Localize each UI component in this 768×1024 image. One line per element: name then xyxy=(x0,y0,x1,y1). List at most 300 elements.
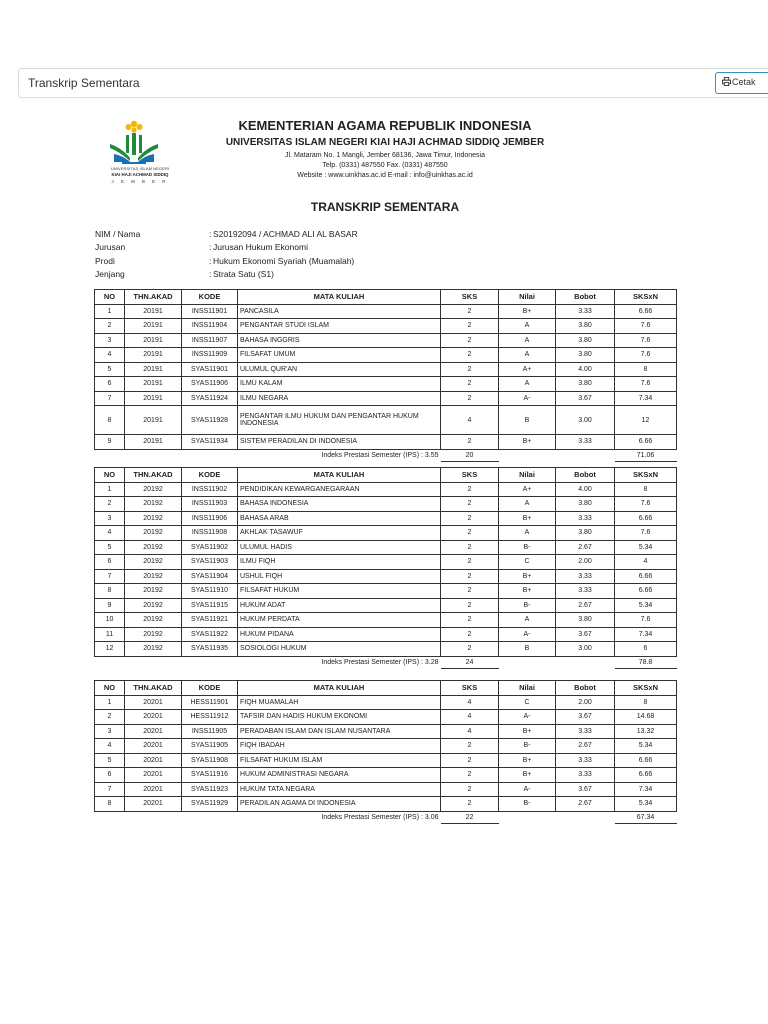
table-cell: 2 xyxy=(441,482,499,497)
student-info-row xyxy=(95,254,358,268)
table-cell: 20201 xyxy=(125,753,182,768)
table-cell: A- xyxy=(499,710,556,725)
table-cell: 2 xyxy=(441,569,499,584)
ips-summary-row xyxy=(95,656,677,668)
table-cell: 2 xyxy=(441,526,499,541)
total-sksn: 78.8 xyxy=(615,656,677,668)
table-cell: BAHASA INDONESIA xyxy=(238,497,441,512)
table-cell: INSS11906 xyxy=(182,511,238,526)
table-cell: 7 xyxy=(95,569,125,584)
student-info-value: Strata Satu (S1) xyxy=(213,269,274,280)
table-cell: B- xyxy=(499,598,556,613)
table-cell: HESS11912 xyxy=(182,710,238,725)
table-cell: SYAS11923 xyxy=(182,782,238,797)
table-cell: 2 xyxy=(441,333,499,348)
table-cell: A xyxy=(499,377,556,392)
table-cell: 3.00 xyxy=(556,642,615,657)
table-cell: 3.67 xyxy=(556,782,615,797)
column-header: Bobot xyxy=(556,681,615,696)
table-cell: 3.80 xyxy=(556,377,615,392)
table-row xyxy=(95,362,677,377)
panel-title: Transkrip Sementara xyxy=(28,76,140,90)
column-header: KODE xyxy=(182,468,238,483)
student-info xyxy=(95,227,358,281)
table-header-row xyxy=(95,290,677,305)
table-cell: 6.66 xyxy=(615,511,677,526)
table-cell: 8 xyxy=(615,482,677,497)
table-cell: 3.33 xyxy=(556,569,615,584)
student-info-label: Prodi xyxy=(95,255,115,266)
table-cell: 1 xyxy=(95,482,125,497)
table-cell: C xyxy=(499,695,556,710)
table-cell: 20201 xyxy=(125,782,182,797)
table-cell: 3.80 xyxy=(556,333,615,348)
table-cell: INSS11904 xyxy=(182,319,238,334)
table-cell: C xyxy=(499,555,556,570)
table-cell: B- xyxy=(499,739,556,754)
table-cell: HUKUM PERDATA xyxy=(238,613,441,628)
student-info-label: NIM / Nama xyxy=(95,228,141,239)
table-cell: 20192 xyxy=(125,497,182,512)
table-cell: 20201 xyxy=(125,724,182,739)
table-cell: INSS11903 xyxy=(182,497,238,512)
table-cell: 4 xyxy=(441,695,499,710)
printer-icon xyxy=(722,77,731,86)
table-cell: 20201 xyxy=(125,695,182,710)
table-cell: 20192 xyxy=(125,613,182,628)
table-cell: ILMU NEGARA xyxy=(238,391,441,406)
table-row xyxy=(95,695,677,710)
table-cell: 6.66 xyxy=(615,753,677,768)
table-cell: HESS11901 xyxy=(182,695,238,710)
logo-text-line2: KIAI HAJI ACHMAD SIDDIQ xyxy=(111,172,169,177)
table-cell: 2 xyxy=(441,642,499,657)
student-info-row xyxy=(95,227,358,241)
table-cell: 2 xyxy=(441,540,499,555)
table-cell: HUKUM TATA NEGARA xyxy=(238,782,441,797)
table-cell: 6 xyxy=(95,377,125,392)
table-cell: USHUL FIQH xyxy=(238,569,441,584)
table-cell: 3.33 xyxy=(556,768,615,783)
table-cell: 6.66 xyxy=(615,304,677,319)
table-row xyxy=(95,540,677,555)
table-cell: 8 xyxy=(95,406,125,435)
table-cell: B+ xyxy=(499,753,556,768)
table-cell: 10 xyxy=(95,613,125,628)
table-cell: 5 xyxy=(95,540,125,555)
table-cell: 6 xyxy=(615,642,677,657)
column-header: SKS xyxy=(441,681,499,696)
table-cell: A xyxy=(499,613,556,628)
table-cell: 20192 xyxy=(125,482,182,497)
ips-summary-row xyxy=(95,449,677,461)
table-row xyxy=(95,598,677,613)
table-cell: FILSAFAT UMUM xyxy=(238,348,441,363)
table-cell: SYAS11929 xyxy=(182,797,238,812)
table-cell: 20192 xyxy=(125,569,182,584)
table-cell: 5.34 xyxy=(615,598,677,613)
table-cell: PERADILAN AGAMA DI INDONESIA xyxy=(238,797,441,812)
table-cell: HUKUM ADMINISTRASI NEGARA xyxy=(238,768,441,783)
table-cell: 3.33 xyxy=(556,435,615,450)
logo-text-line1: UNIVERSITAS ISLAM NEGERI xyxy=(110,166,170,171)
table-cell: B+ xyxy=(499,569,556,584)
table-cell: 2 xyxy=(441,377,499,392)
table-cell: 2.67 xyxy=(556,598,615,613)
table-cell: 8 xyxy=(95,584,125,599)
column-header: Nilai xyxy=(499,468,556,483)
table-cell: 2.67 xyxy=(556,797,615,812)
table-cell: 14.68 xyxy=(615,710,677,725)
table-cell: FILSAFAT HUKUM ISLAM xyxy=(238,753,441,768)
table-cell: 2 xyxy=(95,319,125,334)
table-cell: A- xyxy=(499,627,556,642)
total-sks: 22 xyxy=(441,811,499,823)
table-cell: 20191 xyxy=(125,348,182,363)
column-header: SKSxN xyxy=(615,468,677,483)
table-cell: 2 xyxy=(441,739,499,754)
column-header: Bobot xyxy=(556,290,615,305)
table-cell: 2 xyxy=(95,710,125,725)
print-button-label: Cetak xyxy=(732,77,756,87)
column-header: Bobot xyxy=(556,468,615,483)
table-cell: SYAS11916 xyxy=(182,768,238,783)
table-cell: FIQH MUAMALAH xyxy=(238,695,441,710)
table-cell: 2 xyxy=(441,768,499,783)
table-row xyxy=(95,377,677,392)
table-cell: PENDIDIKAN KEWARGANEGARAAN xyxy=(238,482,441,497)
table-cell: 3.80 xyxy=(556,497,615,512)
table-cell: 3.67 xyxy=(556,710,615,725)
table-cell: 4 xyxy=(95,739,125,754)
table-cell: INSS11901 xyxy=(182,304,238,319)
column-header: NO xyxy=(95,290,125,305)
table-cell: 2.67 xyxy=(556,540,615,555)
column-header: Nilai xyxy=(499,681,556,696)
table-cell: 5 xyxy=(95,362,125,377)
student-info-value: S20192094 / ACHMAD ALI AL BASAR xyxy=(213,228,358,239)
university-address: Jl. Mataram No. 1 Mangli, Jember 68136, Jawa Timur, Indonesia xyxy=(285,152,485,159)
student-info-label: Jenjang xyxy=(95,269,125,280)
column-header: MATA KULIAH xyxy=(238,468,441,483)
table-cell: SYAS11934 xyxy=(182,435,238,450)
table-cell: B xyxy=(499,406,556,435)
total-sks: 24 xyxy=(441,656,499,668)
student-info-row xyxy=(95,241,358,255)
table-cell: 2 xyxy=(441,598,499,613)
table-row xyxy=(95,768,677,783)
semester-table xyxy=(94,289,677,462)
table-cell: HUKUM PIDANA xyxy=(238,627,441,642)
table-row xyxy=(95,555,677,570)
table-cell: SYAS11902 xyxy=(182,540,238,555)
table-row xyxy=(95,348,677,363)
table-cell: 2 xyxy=(441,362,499,377)
panel-header xyxy=(18,68,768,98)
table-cell: 7.6 xyxy=(615,526,677,541)
table-cell: 5 xyxy=(95,753,125,768)
table-cell: 20192 xyxy=(125,598,182,613)
table-cell: 4 xyxy=(95,348,125,363)
table-cell: A+ xyxy=(499,482,556,497)
column-header: SKSxN xyxy=(615,681,677,696)
table-cell: 20201 xyxy=(125,710,182,725)
table-cell: SYAS11924 xyxy=(182,391,238,406)
table-row xyxy=(95,511,677,526)
table-cell: A xyxy=(499,526,556,541)
table-cell: 2 xyxy=(441,319,499,334)
table-cell: 2 xyxy=(441,797,499,812)
university-phone: Telp. (0331) 487550 Fax. (0331) 487550 xyxy=(322,162,448,169)
table-cell: BAHASA ARAB xyxy=(238,511,441,526)
table-cell: 5.34 xyxy=(615,797,677,812)
table-cell: TAFSIR DAN HADIS HUKUM EKONOMI xyxy=(238,710,441,725)
total-sksn: 67.34 xyxy=(615,811,677,823)
table-cell: 4.00 xyxy=(556,482,615,497)
column-header: NO xyxy=(95,468,125,483)
table-cell: 2 xyxy=(441,435,499,450)
table-cell: 3.80 xyxy=(556,526,615,541)
table-cell: 20192 xyxy=(125,584,182,599)
table-cell: PENGANTAR STUDI ISLAM xyxy=(238,319,441,334)
university-logo xyxy=(100,118,180,190)
table-cell: 3 xyxy=(95,511,125,526)
table-cell: 13.32 xyxy=(615,724,677,739)
student-info-separator: : xyxy=(209,228,212,239)
table-cell: B+ xyxy=(499,768,556,783)
table-cell: PERADABAN ISLAM DAN ISLAM NUSANTARA xyxy=(238,724,441,739)
table-cell: 9 xyxy=(95,435,125,450)
university-name: UNIVERSITAS ISLAM NEGERI KIAI HAJI ACHMAD SIDDIQ JEMBER xyxy=(225,137,545,148)
table-row xyxy=(95,710,677,725)
table-cell: 20191 xyxy=(125,406,182,435)
table-cell: 7.6 xyxy=(615,497,677,512)
table-cell: 6 xyxy=(95,768,125,783)
table-cell: 7 xyxy=(95,391,125,406)
column-header: SKS xyxy=(441,468,499,483)
table-cell: 4 xyxy=(615,555,677,570)
table-cell: 2.00 xyxy=(556,695,615,710)
total-sksn: 71.06 xyxy=(615,449,677,461)
student-info-separator: : xyxy=(209,242,212,253)
table-cell: 3.80 xyxy=(556,348,615,363)
table-cell: SYAS11901 xyxy=(182,362,238,377)
table-row xyxy=(95,569,677,584)
logo-text-line3: J E M B E R xyxy=(111,179,169,184)
table-cell: 3.80 xyxy=(556,613,615,628)
table-cell: B+ xyxy=(499,435,556,450)
table-cell: 3 xyxy=(95,724,125,739)
semester-table xyxy=(94,680,677,824)
column-header: MATA KULIAH xyxy=(238,681,441,696)
table-cell: A xyxy=(499,333,556,348)
university-website: Website : www.uinkhas.ac.id E-mail : info@uinkhas.ac.id xyxy=(297,172,473,179)
table-cell: 1 xyxy=(95,304,125,319)
table-cell: 20192 xyxy=(125,526,182,541)
table-cell: 6.66 xyxy=(615,569,677,584)
table-row xyxy=(95,797,677,812)
table-cell: 2 xyxy=(441,497,499,512)
table-cell: FILSAFAT HUKUM xyxy=(238,584,441,599)
table-cell: 20201 xyxy=(125,797,182,812)
table-cell: 20191 xyxy=(125,377,182,392)
semester-table xyxy=(94,467,677,669)
table-cell: 20191 xyxy=(125,319,182,334)
table-cell: 2 xyxy=(441,627,499,642)
table-cell: 3.33 xyxy=(556,753,615,768)
table-cell: 11 xyxy=(95,627,125,642)
table-cell: 20191 xyxy=(125,362,182,377)
table-cell: INSS11909 xyxy=(182,348,238,363)
table-row xyxy=(95,497,677,512)
table-row xyxy=(95,642,677,657)
table-cell: 3.33 xyxy=(556,511,615,526)
table-cell: 12 xyxy=(615,406,677,435)
table-cell: A xyxy=(499,319,556,334)
table-cell: SYAS11928 xyxy=(182,406,238,435)
table-row xyxy=(95,584,677,599)
column-header: THN.AKAD xyxy=(125,681,182,696)
table-cell: SOSIOLOGI HUKUM xyxy=(238,642,441,657)
table-cell: ULUMUL HADIS xyxy=(238,540,441,555)
student-info-value: Jurusan Hukum Ekonomi xyxy=(213,242,308,253)
ips-label: Indeks Prestasi Semester (IPS) : 3.06 xyxy=(321,813,439,821)
table-cell: 7.6 xyxy=(615,377,677,392)
table-cell: SYAS11921 xyxy=(182,613,238,628)
table-cell: SYAS11903 xyxy=(182,555,238,570)
table-cell: SYAS11905 xyxy=(182,739,238,754)
ips-spacer xyxy=(499,449,615,461)
column-header: THN.AKAD xyxy=(125,468,182,483)
table-cell: 3.00 xyxy=(556,406,615,435)
table-cell: 5.34 xyxy=(615,540,677,555)
table-cell: A+ xyxy=(499,362,556,377)
table-row xyxy=(95,782,677,797)
table-cell: 20192 xyxy=(125,540,182,555)
table-row xyxy=(95,319,677,334)
table-cell: 2.00 xyxy=(556,555,615,570)
table-row xyxy=(95,627,677,642)
table-cell: 2 xyxy=(441,584,499,599)
table-row xyxy=(95,724,677,739)
table-cell: 2.67 xyxy=(556,739,615,754)
table-cell: 3.33 xyxy=(556,584,615,599)
table-cell: 20191 xyxy=(125,304,182,319)
table-cell: ILMU KALAM xyxy=(238,377,441,392)
table-cell: INSS11902 xyxy=(182,482,238,497)
table-cell: B- xyxy=(499,797,556,812)
table-cell: B+ xyxy=(499,304,556,319)
table-cell: 7.34 xyxy=(615,782,677,797)
table-cell: SYAS11908 xyxy=(182,753,238,768)
university-logo-emblem xyxy=(100,118,180,166)
table-cell: 3.80 xyxy=(556,319,615,334)
table-cell: 20191 xyxy=(125,435,182,450)
table-cell: 2 xyxy=(441,753,499,768)
table-cell: INSS11905 xyxy=(182,724,238,739)
student-info-row xyxy=(95,268,358,282)
table-cell: A- xyxy=(499,782,556,797)
table-cell: SYAS11910 xyxy=(182,584,238,599)
student-info-separator: : xyxy=(209,269,212,280)
table-cell: 7.34 xyxy=(615,627,677,642)
table-cell: 20192 xyxy=(125,627,182,642)
table-row xyxy=(95,406,677,435)
table-cell: 3.33 xyxy=(556,724,615,739)
table-cell: FIQH IBADAH xyxy=(238,739,441,754)
table-row xyxy=(95,333,677,348)
column-header: SKS xyxy=(441,290,499,305)
table-header-row xyxy=(95,681,677,696)
table-cell: A xyxy=(499,497,556,512)
total-sks: 20 xyxy=(441,449,499,461)
table-cell: 4 xyxy=(441,710,499,725)
print-button[interactable] xyxy=(715,72,768,94)
table-cell: B+ xyxy=(499,511,556,526)
table-cell: 2 xyxy=(441,555,499,570)
table-cell: 8 xyxy=(615,695,677,710)
table-cell: 2 xyxy=(441,348,499,363)
ministry-name: KEMENTERIAN AGAMA REPUBLIK INDONESIA xyxy=(238,118,532,133)
ips-label: Indeks Prestasi Semester (IPS) : 3.28 xyxy=(321,658,439,666)
document-title: TRANSKRIP SEMENTARA xyxy=(310,200,460,214)
table-cell: 2 xyxy=(441,391,499,406)
table-row xyxy=(95,435,677,450)
table-cell: 6.66 xyxy=(615,435,677,450)
table-cell: 3.67 xyxy=(556,627,615,642)
table-cell: 4.00 xyxy=(556,362,615,377)
student-info-separator: : xyxy=(209,255,212,266)
table-cell: 2 xyxy=(441,304,499,319)
table-cell: ILMU FIQH xyxy=(238,555,441,570)
table-row xyxy=(95,304,677,319)
table-cell: SYAS11935 xyxy=(182,642,238,657)
table-cell: SYAS11906 xyxy=(182,377,238,392)
table-cell: SYAS11904 xyxy=(182,569,238,584)
ips-label: Indeks Prestasi Semester (IPS) : 3.55 xyxy=(321,451,439,459)
table-cell: PANCASILA xyxy=(238,304,441,319)
table-cell: 6.66 xyxy=(615,768,677,783)
table-cell: 4 xyxy=(441,724,499,739)
table-cell: AKHLAK TASAWUF xyxy=(238,526,441,541)
table-cell: 7.6 xyxy=(615,333,677,348)
table-cell: 1 xyxy=(95,695,125,710)
table-row xyxy=(95,753,677,768)
column-header: KODE xyxy=(182,681,238,696)
table-cell: 3 xyxy=(95,333,125,348)
student-info-label: Jurusan xyxy=(95,242,126,253)
table-cell: 2 xyxy=(441,782,499,797)
table-cell: SISTEM PERADILAN DI INDONESIA xyxy=(238,435,441,450)
table-cell: BAHASA INGGRIS xyxy=(238,333,441,348)
table-cell: 20191 xyxy=(125,391,182,406)
table-cell: B- xyxy=(499,540,556,555)
table-cell: 7.6 xyxy=(615,348,677,363)
table-cell: B+ xyxy=(499,584,556,599)
table-cell: 2 xyxy=(95,497,125,512)
ips-spacer xyxy=(499,656,615,668)
table-cell: 20192 xyxy=(125,642,182,657)
table-cell: 8 xyxy=(615,362,677,377)
table-cell: B xyxy=(499,642,556,657)
ips-spacer xyxy=(499,811,615,823)
table-cell: 20192 xyxy=(125,555,182,570)
table-cell: 9 xyxy=(95,598,125,613)
table-cell: 20201 xyxy=(125,768,182,783)
table-cell: INSS11907 xyxy=(182,333,238,348)
table-cell: 4 xyxy=(95,526,125,541)
table-cell: 7.6 xyxy=(615,613,677,628)
